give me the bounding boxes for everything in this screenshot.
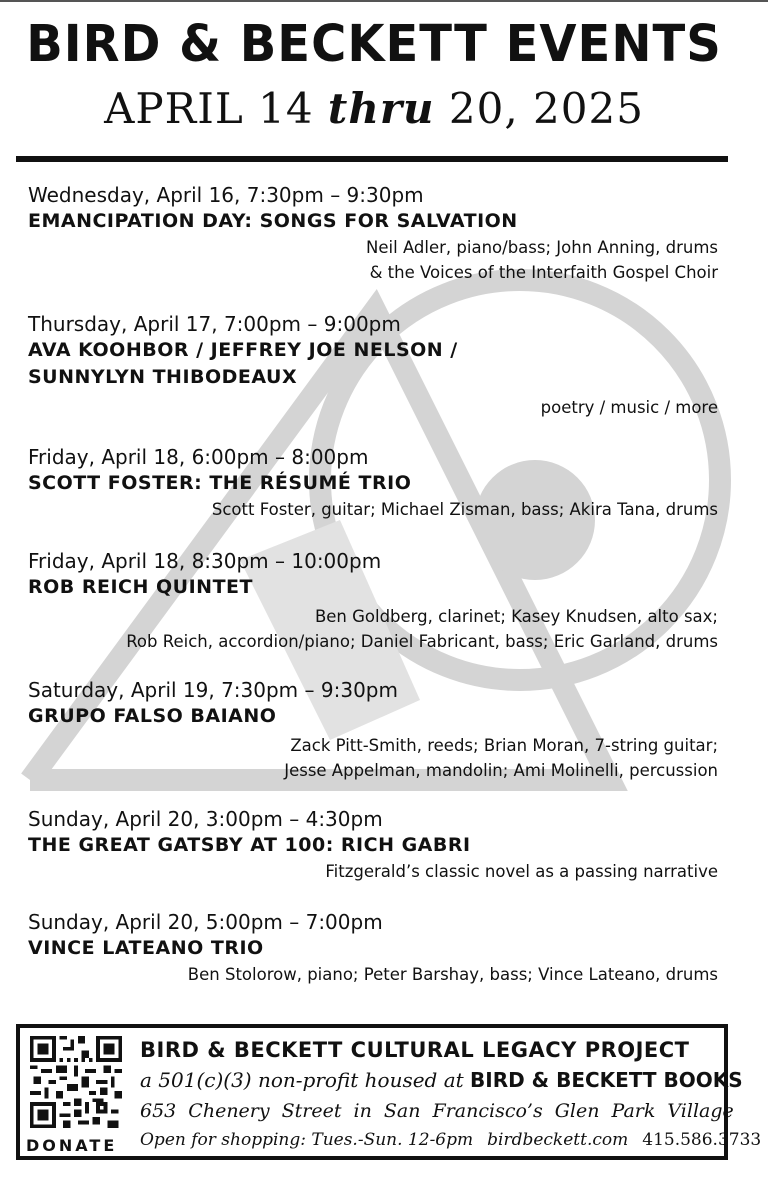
event-detail: Ben Goldberg, clarinet; Kasey Knudsen, alto sax; [314, 607, 718, 626]
event-vince-lateano [28, 909, 718, 987]
header-rule [16, 156, 728, 162]
event-datetime: Wednesday, April 16, 7:30pm – 9:30pm [28, 183, 424, 207]
event-datetime: Saturday, April 19, 7:30pm – 9:30pm [28, 678, 398, 702]
qr-code-icon[interactable] [30, 1036, 122, 1128]
event-detail: Fitzgerald’s classic novel as a passing narrative [325, 862, 718, 881]
event-emancipation-day [28, 182, 718, 285]
event-grupo-falso-baiano [28, 677, 718, 783]
event-datetime: Friday, April 18, 6:00pm – 8:00pm [28, 445, 369, 469]
event-title: THE GREAT GATSBY AT 100: RICH GABRI [28, 834, 471, 856]
event-rob-reich [28, 548, 718, 654]
event-detail: poetry / music / more [540, 398, 718, 417]
footer-website-link[interactable]: birdbeckett.com [487, 1130, 629, 1150]
event-great-gatsby [28, 806, 718, 884]
event-title: GRUPO FALSO BAIANO [28, 705, 277, 727]
event-detail: Ben Stolorow, piano; Peter Barshay, bass; Vince Lateano, drums [187, 965, 718, 984]
date-start: APRIL 14 [104, 84, 328, 133]
footer-nonprofit-text: a 501(c)(3) non-profit housed at [140, 1068, 471, 1092]
event-datetime: Sunday, April 20, 3:00pm – 4:30pm [28, 807, 383, 831]
event-datetime: Friday, April 18, 8:30pm – 10:00pm [28, 549, 382, 573]
event-scott-foster [28, 444, 718, 522]
event-title: AVA KOOHBOR / JEFFREY JOE NELSON / [28, 339, 458, 361]
date-thru: thru [327, 84, 435, 133]
event-title: EMANCIPATION DAY: SONGS FOR SALVATION [28, 210, 518, 232]
event-title: ROB REICH QUINTET [28, 576, 253, 598]
footer-box [16, 1024, 762, 1160]
footer-nonprofit-line [140, 1068, 743, 1092]
event-detail: Zack Pitt-Smith, reeds; Brian Moran, 7-string guitar; [290, 736, 718, 755]
footer-contact-line [140, 1130, 761, 1150]
footer-address: 653 Chenery Street in San Francisco’s Glen Park Village [140, 1100, 734, 1122]
event-datetime: Thursday, April 17, 7:00pm – 9:00pm [28, 312, 401, 336]
footer-bookstore-name: BIRD & BECKETT BOOKS [470, 1068, 743, 1092]
event-detail: Scott Foster, guitar; Michael Zisman, bass; Akira Tana, drums [211, 500, 718, 519]
page-title: BIRD & BECKETT EVENTS [26, 14, 722, 74]
event-title-cont: SUNNYLYN THIBODEAUX [28, 366, 298, 388]
event-datetime: Sunday, April 20, 5:00pm – 7:00pm [28, 910, 383, 934]
event-detail: Rob Reich, accordion/piano; Daniel Fabricant, bass; Eric Garland, drums [126, 632, 718, 651]
date-end: 20, 2025 [434, 84, 644, 133]
donate-label[interactable]: DONATE [26, 1136, 118, 1155]
footer-project-name: BIRD & BECKETT CULTURAL LEGACY PROJECT [140, 1038, 690, 1062]
event-detail: Jesse Appelman, mandolin; Ami Molinelli, percussion [284, 761, 718, 780]
footer-phone[interactable]: 415.586.3733 [642, 1130, 762, 1150]
event-poetry-music [28, 311, 718, 420]
event-title: VINCE LATEANO TRIO [28, 937, 264, 959]
event-detail: & the Voices of the Interfaith Gospel Choir [369, 263, 718, 282]
footer-hours: Open for shopping: Tues.-Sun. 12-6pm [140, 1130, 474, 1150]
date-range [0, 84, 748, 133]
event-detail: Neil Adler, piano/bass; John Anning, drums [366, 238, 718, 257]
event-title: SCOTT FOSTER: THE RÉSUMÉ TRIO [28, 472, 412, 494]
